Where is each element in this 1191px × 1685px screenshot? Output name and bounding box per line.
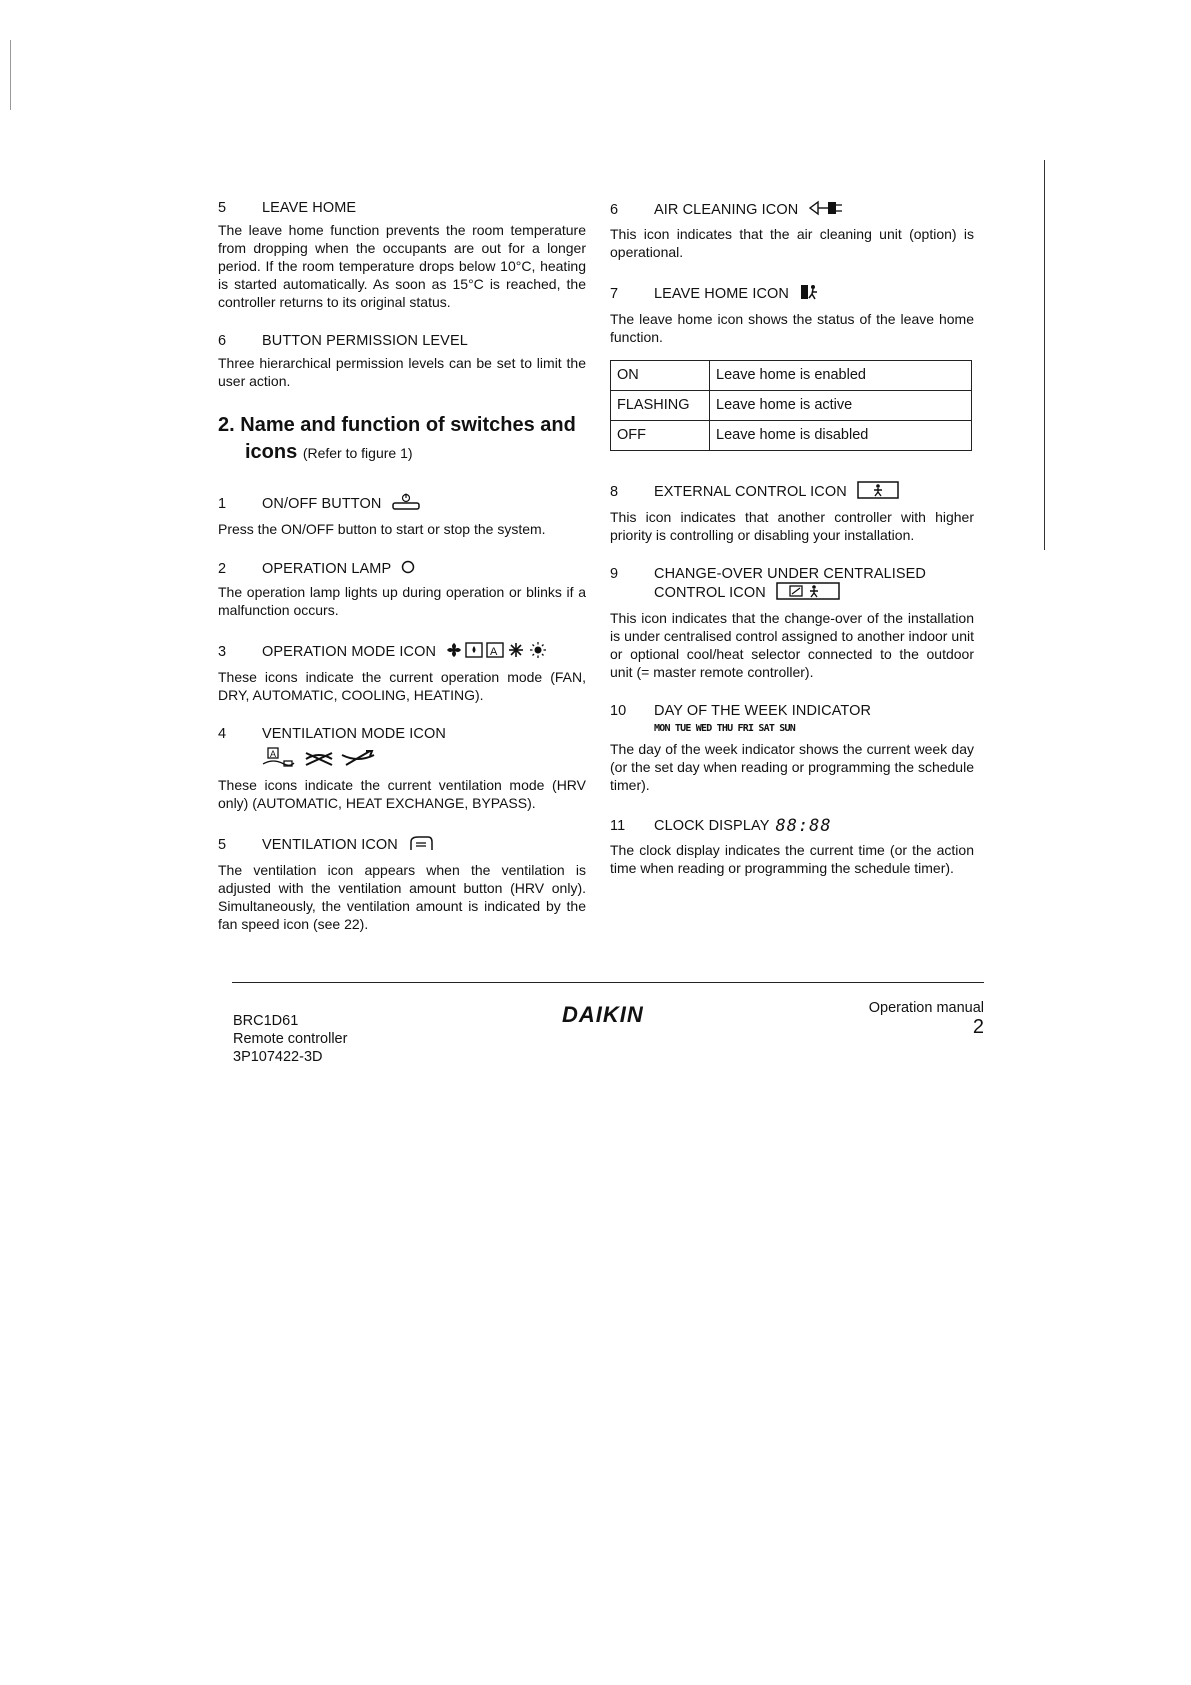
item-title: VENTILATION MODE ICON [262, 726, 446, 742]
status-cell: FLASHING [611, 391, 710, 421]
item-body: This icon indicates that the change-over of the installation is under centralised control assigned to another indoor unit or optional cool/heat selector connected to the outdoor unit (= master remote controller). [610, 610, 974, 680]
item-number: 8 [610, 484, 619, 500]
item-number: 2 [218, 561, 227, 577]
document-code: 3P107422-3D [233, 1049, 323, 1065]
operation-mode-icons [446, 641, 550, 663]
item-title: BUTTON PERMISSION LEVEL [262, 333, 468, 349]
page-number: 2 [972, 1016, 984, 1038]
table-row [611, 361, 972, 391]
item-number: 1 [218, 496, 227, 512]
changeover-icon [776, 582, 840, 604]
svg-text:A: A [270, 749, 277, 759]
ventilation-icon-section [218, 834, 586, 933]
day-of-week-indicator: MON TUE WED THU FRI SAT SUN [654, 723, 795, 734]
ventilation-icon [408, 834, 434, 856]
item-title: CLOCK DISPLAY [654, 818, 770, 834]
margin-line [10, 40, 11, 110]
footer-product-info [233, 1012, 347, 1066]
figure-reference: (Refer to figure 1) [302, 445, 413, 461]
section-heading [610, 200, 974, 220]
section-heading [218, 200, 586, 216]
bypass-icon [342, 751, 374, 765]
meaning-cell: Leave home is active [710, 391, 972, 421]
leave-home-status-table [610, 360, 972, 451]
item-number: 6 [610, 202, 619, 218]
item-number: 5 [218, 200, 227, 216]
chapter-number: 2. [218, 414, 235, 436]
item-body: The leave home icon shows the status of the leave home function. [610, 311, 974, 345]
item-body: This icon indicates that the air cleaning unit (option) is operational. [610, 226, 974, 260]
section-heading [218, 333, 586, 349]
item-number: 7 [610, 286, 619, 302]
leave-home-section [218, 200, 586, 311]
leave-home-icon [799, 283, 821, 305]
air-cleaning-section [610, 200, 974, 261]
item-body: The ventilation icon appears when the ventilation is adjusted with the ventilation amount button (HRV only). Simultaneously, the ventilation amount is indicated by the fan speed icon (see 22). [218, 862, 586, 932]
operation-lamp-section [218, 560, 586, 619]
item-title: VENTILATION ICON [262, 837, 398, 853]
button-permission-section [218, 333, 586, 390]
ventilation-mode-icons [262, 747, 586, 774]
item-title: CHANGE-OVER UNDER CENTRALISED [654, 566, 926, 582]
section-heading [218, 641, 586, 663]
dry-icon [466, 643, 482, 657]
heat-exchange-icon [306, 753, 332, 765]
section-heading [610, 481, 974, 503]
section-heading [218, 560, 586, 578]
day-of-week-section [610, 703, 974, 794]
external-control-icon [857, 481, 899, 503]
section-heading [610, 703, 974, 719]
item-body: The operation lamp lights up during operation or blinks if a malfunction occurs. [218, 584, 586, 618]
ventilation-mode-section [218, 726, 586, 812]
chapter-heading [218, 412, 586, 467]
manual-title: Operation manual [868, 1000, 984, 1016]
item-body: These icons indicate the current ventilation mode (HRV only) (AUTOMATIC, HEAT EXCHANGE, BYPASS). [218, 777, 586, 811]
item-title: ON/OFF BUTTON [262, 496, 382, 512]
section-heading-line2 [610, 582, 974, 604]
item-number: 6 [218, 333, 227, 349]
meaning-cell: Leave home is enabled [710, 361, 972, 391]
vent-auto-icon [263, 748, 294, 766]
item-body: Three hierarchical permission levels can be set to limit the user action. [218, 355, 586, 389]
meaning-cell: Leave home is disabled [710, 421, 972, 451]
section-heading [610, 566, 974, 582]
operation-mode-section [218, 641, 586, 704]
footer-manual-info [860, 1000, 984, 1038]
section-heading [218, 493, 586, 515]
section-heading [610, 816, 974, 836]
item-number: 9 [610, 566, 619, 582]
clock-display-section [610, 816, 974, 877]
fan-icon [447, 643, 461, 657]
item-title: LEAVE HOME [262, 200, 357, 216]
cooling-icon [509, 643, 523, 657]
chapter-title-line2: icons [245, 441, 298, 463]
on-off-button-section [218, 493, 586, 538]
section-heading [218, 834, 586, 856]
section-heading [610, 283, 974, 305]
item-title: OPERATION LAMP [262, 561, 392, 577]
clock-lcd-display: 88:88 [775, 816, 832, 836]
external-control-section [610, 481, 974, 544]
table-row [611, 421, 972, 451]
item-title-line2: CONTROL ICON [654, 585, 766, 601]
model-number: BRC1D61 [233, 1013, 299, 1029]
item-title: LEAVE HOME ICON [654, 286, 789, 302]
item-title: OPERATION MODE ICON [262, 644, 437, 660]
item-body: These icons indicate the current operation mode (FAN, DRY, AUTOMATIC, COOLING, HEATING). [218, 669, 586, 703]
item-number: 3 [218, 644, 227, 660]
item-body: The clock display indicates the current time (or the action time when reading or programming the schedule timer). [610, 842, 974, 876]
item-body: This icon indicates that another controller with higher priority is controlling or disabling your installation. [610, 509, 974, 543]
changeover-section [610, 566, 974, 681]
item-body: The day of the week indicator shows the current week day (or the set day when reading or programming the schedule timer). [610, 741, 974, 793]
svg-text:A: A [490, 646, 498, 658]
item-number: 11 [610, 818, 626, 834]
item-title: DAY OF THE WEEK INDICATOR [654, 703, 872, 719]
operation-lamp-icon [401, 560, 415, 578]
product-name: Remote controller [233, 1031, 348, 1047]
margin-line [1044, 160, 1045, 550]
daikin-logo: DAIKIN [562, 1002, 644, 1027]
on-off-button-icon [391, 493, 421, 515]
item-title: EXTERNAL CONTROL ICON [654, 484, 847, 500]
leave-home-icon-section [610, 283, 974, 346]
item-body: The leave home function prevents the room temperature from dropping when the occupants are out for a longer period. If the room temperature drops below 10°C, heating is started automatically. As soon as 15°C is reached, the controller returns to its original status. [218, 222, 586, 310]
right-column [610, 200, 974, 899]
status-cell: ON [611, 361, 710, 391]
left-column [218, 200, 586, 955]
air-cleaning-icon [808, 200, 844, 220]
item-number: 5 [218, 837, 227, 853]
auto-icon [487, 643, 503, 658]
chapter-title: Name and function of switches and [240, 414, 576, 436]
item-body: Press the ON/OFF button to start or stop the system. [218, 521, 546, 537]
item-title: AIR CLEANING ICON [654, 202, 799, 218]
status-cell: OFF [611, 421, 710, 451]
item-number: 10 [610, 703, 627, 719]
table-row [611, 391, 972, 421]
item-number: 4 [218, 726, 227, 742]
section-heading [218, 726, 586, 742]
heating-icon [530, 642, 546, 658]
footer-rule [232, 982, 984, 983]
